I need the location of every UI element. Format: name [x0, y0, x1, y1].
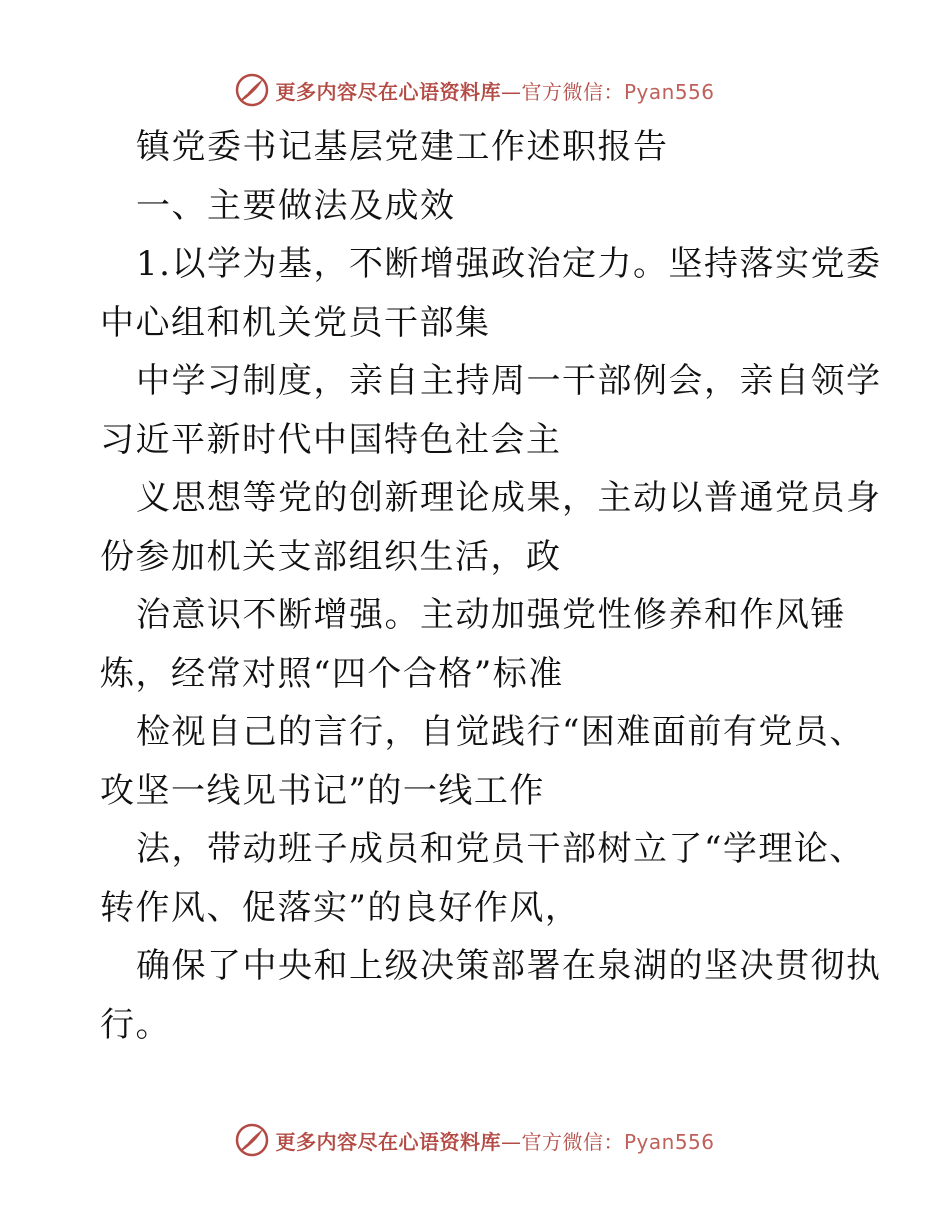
header-dash: —: [500, 79, 522, 104]
paragraph-line: 治意识不断增强。主动加强党性修养和作风锤: [136, 595, 846, 635]
header-watermark-banner: [0, 70, 950, 110]
paragraph-line: 检视自己的言行，自觉践行“困难面前有党员、: [136, 712, 865, 752]
paragraph-line: 义思想等党的创新理论成果，主动以普通党员身: [136, 478, 882, 518]
paragraph-line: 中心组和机关党员干部集: [100, 302, 491, 343]
paragraph-line: 份参加机关支部组织生活，政: [100, 536, 562, 577]
paragraph-line: 中学习制度，亲自主持周一干部例会，亲自领学: [136, 361, 882, 401]
footer-banner-text: [275, 1126, 714, 1155]
footer-site-text: 更多内容尽在心语资料库: [275, 1129, 501, 1154]
document-body: [100, 118, 882, 1054]
quill-pen-logo-icon: [235, 1123, 269, 1157]
paragraph-line: 法，带动班子成员和党员干部树立了“学理论、: [136, 829, 865, 869]
paragraph-line: 炼，经常对照“四个合格”标准: [100, 653, 564, 694]
paragraph-line: 转作风、促落实”的良好作风，: [100, 887, 581, 928]
header-wechat-id: Pyan556: [623, 79, 715, 104]
header-banner-text: [275, 76, 714, 105]
paragraph-line: 确保了中央和上级决策部署在泉湖的坚决贯彻执: [136, 946, 882, 986]
document-title: 镇党委书记基层党建工作述职报告: [136, 127, 669, 167]
footer-dash: —: [500, 1129, 522, 1154]
footer-watermark-banner: [0, 1120, 950, 1160]
paragraph-line: 攻坚一线见书记”的一线工作: [100, 770, 545, 811]
header-site-text: 更多内容尽在心语资料库: [275, 79, 501, 104]
paragraph-line: 习近平新时代中国特色社会主: [100, 419, 562, 460]
footer-wechat-label: 官方微信：: [521, 1129, 624, 1154]
paragraph-line: 行。: [100, 1004, 171, 1045]
paragraph-line: 1.以学为基，不断增强政治定力。坚持落实党委: [136, 244, 882, 284]
section-heading: 一、主要做法及成效: [136, 185, 456, 226]
footer-wechat-id: Pyan556: [623, 1129, 715, 1154]
header-wechat-label: 官方微信：: [521, 79, 624, 104]
quill-pen-logo-icon: [235, 73, 269, 107]
